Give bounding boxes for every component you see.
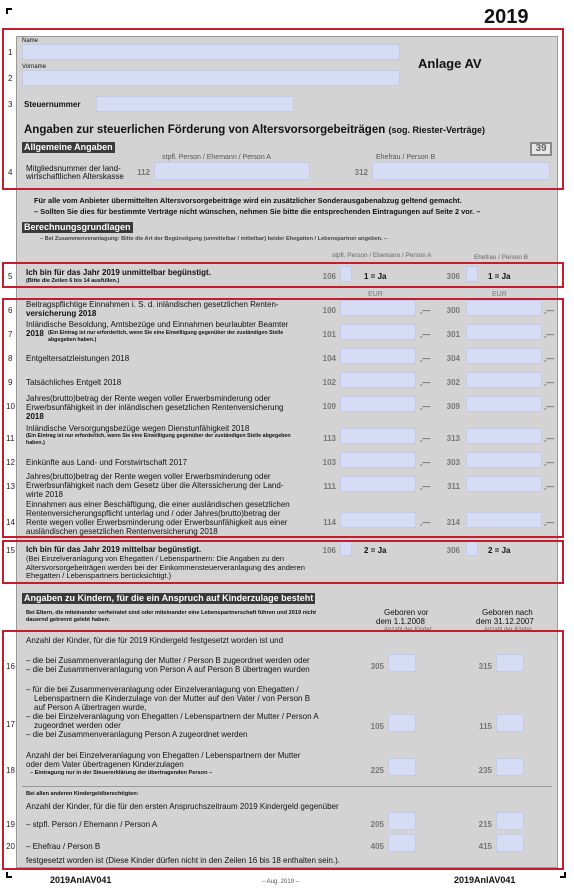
field-code: 205 [370,820,384,829]
line-number: 9 [8,378,13,387]
row-6-cents-b: ,— [544,306,555,315]
row-15-value-b: 2 = Ja [488,546,511,555]
row-6-cents-a: ,— [420,306,431,315]
line-number: 15 [6,546,15,555]
field-code: 103 [322,458,336,467]
field-code: 112 [137,168,150,177]
row-11-cents-b: ,— [544,434,555,443]
highlight-box-header [2,28,564,190]
row-18-a: Anzahl der bei Einzelveranlagung von Ehegatten / Lebenspartnern der Mutter [26,751,301,760]
row-12-label: Einkünfte aus Land- und Forstwirtschaft 2017 [26,458,187,467]
field-code: 101 [322,330,336,339]
col-count-hint-2: Anzahl der Kinder [484,627,532,633]
field-code: 309 [446,402,460,411]
currency-b: EUR [492,291,507,298]
row-17-c: auf Person A übertragen wurde, [34,703,147,712]
field-code: 311 [447,482,460,491]
row-6-label: Beitragspflichtige Einnahmen i. S. d. inländischen gesetzlichen Renten- [26,300,279,309]
basis-subnote: – Bei Zusammenveranlagung: Bitte die Art der Begünstigung (unmittelbar / mittelbar) beider Ehegatten / Lebenspartner angeben. – [40,236,388,242]
field-code: 405 [370,842,384,851]
field-code: 106 [322,272,336,281]
steuernummer-label: Steuernummer [24,100,81,109]
line-number: 12 [6,458,15,467]
name-label: Name [22,38,39,44]
line-number: 1 [8,48,13,57]
row-7-note: (Ein Eintrag ist nur erforderlich, wenn Sie eine Einwilligung gegenüber der zuständigen Stelle abgegeben haben.) [48,330,284,343]
line-number: 6 [8,306,13,315]
form-name: Anlage AV [418,56,482,71]
field-code: 312 [354,168,368,177]
highlight-box-rows6-14 [2,298,564,538]
box-number: 39 [530,142,552,156]
row-7-cents-b: ,— [544,330,555,339]
row-14-cents-a: ,— [420,518,431,527]
notice-line-2: – Sollten Sie dies für bestimmte Verträge nicht wünschen, nehmen Sie bitte die entsprechenden Eintragungen auf Seite 2 vor. – [34,207,481,216]
row-14-label2: Rentenversicherungspflicht unterlag und / oder Jahres(brutto)betrag der [26,509,281,518]
currency-a: EUR [368,291,383,298]
field-code: 109 [322,402,336,411]
line-number: 4 [8,168,13,177]
field-code: 313 [446,434,460,443]
row-16-a: – die bei Zusammenveranlagung der Mutter / Person B zugeordnet werden oder [26,656,310,665]
row-15-label: Ich bin für das Jahr 2019 mittelbar begünstigt. [26,545,202,554]
row-20-tail: festgesetzt worden ist (Diese Kinder dürfen nicht in den Zeilen 16 bis 18 enthalten sein.). [26,856,340,865]
row-11-note: (Ein Eintrag ist nur erforderlich, wenn Sie eine Einwilligung gegenüber der zuständigen Stelle abgegeben haben.) [26,433,291,446]
mitglied-label-1: Mitgliedsnummer der land- [26,164,121,173]
field-code: 302 [446,378,460,387]
row-13-label2: Erwerbsunfähigkeit nach dem Gesetz über die Alterssicherung der Land- [26,481,284,490]
line-number: 14 [6,518,15,527]
row-14-label: Einnahmen aus einer Beschäftigung, die einer ausländischen gesetzlichen [26,500,290,509]
section-heading-basis: Berechnungsgrundlagen [24,222,131,232]
col-count-hint-1: Anzahl der Kinder [384,627,432,633]
row-6-label2: versicherung 2018 [26,309,97,318]
row-11-label: Inländische Versorgungsbezüge wegen Dienstunfähigkeit 2018 [26,424,250,433]
kids-note: Bei Eltern, die miteinander verheiratet sind oder miteinander eine Lebenspartnerschaft führen und 2019 nicht dauernd getrennt gelebt haben: [26,610,317,623]
row-14-label3: Rente wegen voller Erwerbsminderung oder Erwerbsunfähigkeit aus einer [26,518,288,527]
field-code: 303 [446,458,460,467]
row-10-label2: Erwerbsunfähigkeit in der inländischen gesetzlichen Rentenversicherung [26,403,284,412]
page-title: Angaben zur steuerlichen Förderung von Altersvorsorgebeiträgen (sog. Riester-Verträge) [24,124,485,136]
line-number: 17 [6,720,15,729]
field-code: 105 [370,722,384,731]
other-note: Bei allen anderen Kindergeldberechtigten: [26,791,139,797]
line-number: 19 [6,820,15,829]
field-code: 100 [322,306,336,315]
highlight-box-row5 [2,262,564,288]
col-born-before-2: dem 1.1.2008 [376,617,425,626]
row-17-d: – die bei Einzelveranlagung von Ehegatten / Lebenspartnern der Mutter / Person A [26,712,319,721]
row-7-label: Inländische Besoldung, Amtsbezüge und Einnahmen beurlaubter Beamter [26,320,289,329]
highlight-box-row15 [2,540,564,584]
row-9-cents-b: ,— [544,378,555,387]
field-code: 305 [370,662,384,671]
col-header-b: Ehefrau / Person B [474,254,528,261]
section-heading-general: Allgemeine Angaben [24,142,113,152]
col-header-a: stpfl. Person / Ehemann / Person A [162,154,271,161]
row-5-sub: (Bitte die Zeilen 6 bis 14 ausfüllen.) [26,278,120,284]
form-year: 2019 [484,6,529,28]
field-code: 314 [446,518,460,527]
footer-left: 2019AnlAV041 [50,875,112,885]
row-11-cents-a: ,— [420,434,431,443]
line-number: 18 [6,766,15,775]
row-10-label: Jahres(brutto)betrag der Rente wegen voller Erwerbsminderung oder [26,394,271,403]
row-7-cents-a: ,— [420,330,431,339]
field-code: 115 [479,722,492,731]
line-number: 20 [6,842,15,851]
corner-mark [6,872,12,878]
row-17-a: – für die bei Zusammenveranlagung oder Einzelveranlagung von Ehegatten / [26,685,299,694]
line-number: 8 [8,354,13,363]
section-heading-kids: Angaben zu Kindern, für die ein Anspruch auf Kinderzulage besteht [24,593,314,603]
row-13-label3: wirte 2018 [26,490,63,499]
row-10-label3: 2018 [26,412,44,421]
line-number: 3 [8,100,13,109]
col-born-after-2: dem 31.12.2007 [476,617,534,626]
row-10-cents-a: ,— [420,402,431,411]
row-8-cents-a: ,— [420,354,431,363]
field-code: 306 [446,546,460,555]
row-12-cents-a: ,— [420,458,431,467]
row-5-value-b: 1 = Ja [488,272,511,281]
row-16-b: – die bei Zusammenveranlagung von Person A auf Person B übertragen wurden [26,665,310,674]
row-7-label2: 2018 [26,329,44,338]
row-8-label: Entgeltersatzleistungen 2018 [26,354,130,363]
row-13-cents-a: ,— [420,482,431,491]
row-17-e: zugeordnet werden oder [34,721,121,730]
footer-right: 2019AnlAV041 [454,875,516,885]
row-13-cents-b: ,— [544,482,555,491]
row-17-f: – die bei Zusammenveranlagung Person A zugeordnet werden [26,730,248,739]
notice-line-1: Für alle vom Anbieter übermittelten Altersvorsorgebeiträge wird ein zusätzlicher Sonderausgabenabzug geltend gemacht. [34,196,462,205]
row-19-label: – stpfl. Person / Ehemann / Person A [26,820,158,829]
field-code: 300 [446,306,460,315]
col-born-before-1: Geboren vor [384,608,429,617]
row-10-cents-b: ,— [544,402,555,411]
row-5-value-a: 1 = Ja [364,272,387,281]
field-code: 106 [322,546,336,555]
row-9-label: Tatsächliches Entgelt 2018 [26,378,122,387]
line-number: 7 [8,330,13,339]
line-number: 2 [8,74,13,83]
highlight-box-kids [2,630,564,870]
field-code: 113 [323,434,336,443]
field-code: 304 [446,354,460,363]
field-code: 114 [323,518,336,527]
row-18-c: – Eintragung nur in der Steuererklärung der übertragenden Person – [30,770,213,776]
field-code: 111 [323,482,336,491]
field-code: 215 [478,820,492,829]
row-12-cents-b: ,— [544,458,555,467]
line-number: 16 [6,662,15,671]
line-number: 5 [8,272,13,281]
row-13-label: Jahres(brutto)betrag der Rente wegen voller Erwerbsminderung oder [26,472,271,481]
vorname-label: Vorname [22,64,47,70]
row-9-cents-a: ,— [420,378,431,387]
col-born-after-1: Geboren nach [482,608,533,617]
mitglied-label-2: wirtschaftlichen Alterskasse [26,172,124,181]
row-15-value-a: 2 = Ja [364,546,387,555]
row-14-cents-b: ,— [544,518,555,527]
field-code: 104 [322,354,336,363]
row-8-cents-b: ,— [544,354,555,363]
col-header-a: stpfl. Person / Ehemann / Person A [332,252,432,259]
field-code: 235 [478,766,492,775]
field-code: 415 [478,842,492,851]
col-header-b: Ehefrau / Person B [376,154,436,161]
row-17-b: Lebenspartnern die Kinderzulage von der Mutter auf den Vater / von Person B [34,694,311,703]
field-code: 306 [446,272,460,281]
field-code: 315 [478,662,492,671]
corner-mark [6,8,12,14]
line-number: 13 [6,482,15,491]
footer-center: – Aug. 2019 – [262,879,300,885]
row-14-label4: ausländischen gesetzlichen Rentenversicherung 2018 [26,527,218,536]
field-code: 225 [370,766,384,775]
row-20-label: – Ehefrau / Person B [26,842,101,851]
kids-intro: Anzahl der Kinder, für die für 2019 Kindergeld festgesetzt worden ist und [26,636,284,645]
line-number: 11 [6,434,15,443]
row-18-b: oder dem Vater übertragenen Kinderzulagen [26,760,184,769]
row-5-label: Ich bin für das Jahr 2019 unmittelbar begünstigt. [26,268,211,277]
field-code: 102 [322,378,336,387]
row-15-sub: (Bei Einzelveranlagung von Ehegatten / Lebenspartnern: Die Angaben zu den Altersvorsorgebeiträgen werden bei der Einkommensteuerveranlagung des anderen Ehegatten / Lebenspartners berücksichtigt.) [26,554,305,580]
line-number: 10 [6,402,15,411]
corner-mark [560,872,566,878]
field-code: 301 [446,330,460,339]
row-19-intro: Anzahl der Kinder, für die für den ersten Anspruchszeitraum 2019 Kindergeld gegenüber [26,802,339,811]
